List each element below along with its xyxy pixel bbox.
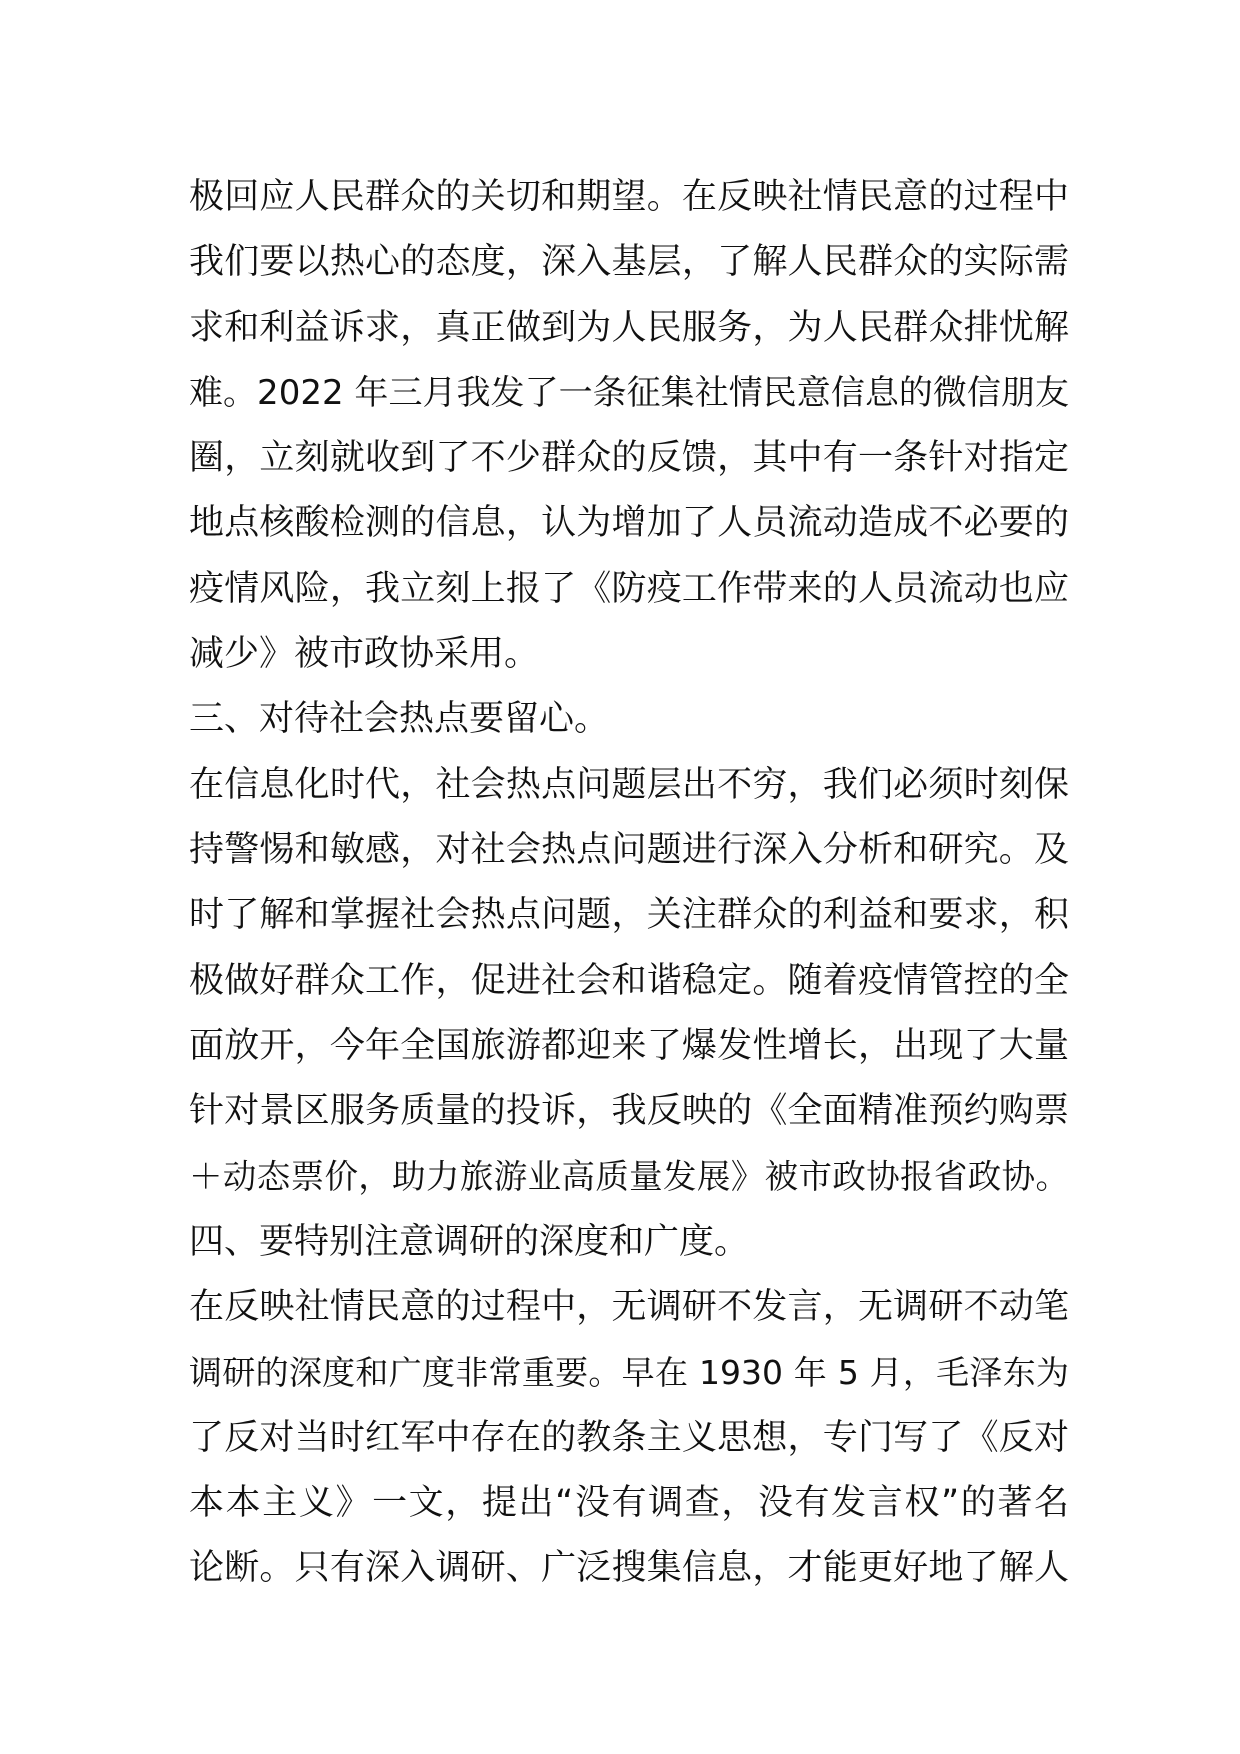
text-line-20: 了反对当时红军中存在的教条主义思想，专门写了《反对	[189, 1417, 1069, 1458]
text-line-8: 减少》被市政协采用。	[189, 634, 540, 675]
text-line-13: 极做好群众工作，促进社会和谐稳定。随着疫情管控的全	[189, 960, 1069, 1001]
section-heading-3: 三、对待社会热点要留心。	[189, 699, 610, 740]
text-line-3: 求和利益诉求，真正做到为人民服务，为人民群众排忧解	[189, 307, 1069, 348]
section-heading-4: 四、要特别注意调研的深度和广度。	[189, 1221, 750, 1262]
text-line-21: 本本主义》一文，提出“没有调查，没有发言权”的著名	[189, 1482, 1069, 1523]
text-line-16: ＋动态票价，助力旅游业高质量发展》被市政协报省政协。	[189, 1157, 1069, 1197]
text-line-22: 论断。只有深入调研、广泛搜集信息，才能更好地了解人	[189, 1548, 1069, 1589]
text-line-18: 在反映社情民意的过程中，无调研不发言，无调研不动笔	[189, 1287, 1069, 1328]
text-line-11: 持警惕和敏感，对社会热点问题进行深入分析和研究。及	[189, 829, 1069, 870]
text-line-12: 时了解和掌握社会热点问题，关注群众的利益和要求，积	[189, 895, 1069, 936]
text-line-10: 在信息化时代，社会热点问题层出不穷，我们必须时刻保	[189, 764, 1069, 805]
text-line-1: 极回应人民群众的关切和期望。在反映社情民意的过程中	[189, 177, 1069, 217]
text-line-5: 圈，立刻就收到了不少群众的反馈，其中有一条针对指定	[189, 438, 1069, 479]
text-line-4: 难。2022 年三月我发了一条征集社情民意信息的微信朋友	[189, 372, 1069, 413]
text-line-2: 我们要以热心的态度，深入基层，了解人民群众的实际需	[189, 242, 1069, 283]
body-text	[189, 165, 1069, 1602]
text-line-14: 面放开，今年全国旅游都迎来了爆发性增长，出现了大量	[189, 1025, 1069, 1066]
text-line-7: 疫情风险，我立刻上报了《防疫工作带来的人员流动也应	[189, 568, 1069, 609]
text-line-6: 地点核酸检测的信息，认为增加了人员流动造成不必要的	[189, 503, 1069, 544]
text-line-19: 调研的深度和广度非常重要。早在 1930 年 5 月，毛泽东为	[189, 1353, 1069, 1393]
text-line-15: 针对景区服务质量的投诉，我反映的《全面精准预约购票	[189, 1091, 1069, 1132]
